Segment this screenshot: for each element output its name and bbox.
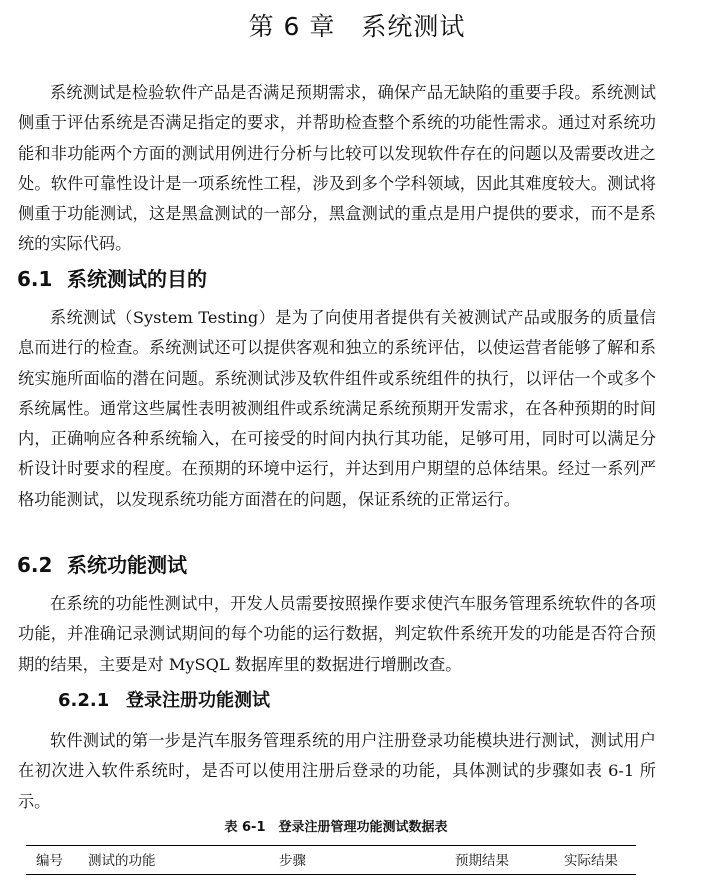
table-header-expected: 预期结果: [455, 853, 509, 869]
table-top-rule: [26, 845, 636, 846]
section-6-1-paragraph: 系统测试（System Testing）是为了向使用者提供有关被测试产品或服务的质量信息而进行的检查。系统测试还可以提供客观和独立的系统评估，以使运营者能够了解和系统实施所面临的潜在问题。系统测试涉及软件组件或系统组件的执行，以评估一个或多个系统属性。通常这些属性表明被测组件或系统满足系统预期开发需求，在各种预期的时间内，正确响应各种系统输入，在可接受的时间内执行其功能，足够可用，同时可以满足分析设计时要求的程度。在预期的环境中运行，并达到用户期望的总体结果。经过一系列严格功能测试，以发现系统功能方面潜在的问题，保证系统的正常运行。: [18, 308, 656, 509]
subsection-number: 6.2.1: [58, 690, 110, 711]
chapter-intro-paragraph: 系统测试是检验软件产品是否满足预期需求，确保产品无缺陷的重要手段。系统测试侧重于评估系统是否满足指定的要求，并帮助检查整个系统的功能性需求。通过对系统功能和非功能两个方面的测试用例进行分析与比较可以发现软件存在的问题以及需要改进之处。软件可靠性设计是一项系统性工程，涉及到多个学科领域，因此其难度较大。测试将侧重于功能测试，这是黑盒测试的一部分，黑盒测试的重点是用户提供的要求，而不是系统的实际代码。: [18, 83, 656, 254]
section-title: 系统功能测试: [67, 553, 187, 577]
subsection-title: 登录注册功能测试: [126, 690, 270, 711]
section-heading-6-1: [17, 265, 207, 293]
table-header-actual: 实际结果: [564, 853, 618, 869]
table-header-function: 测试的功能: [88, 853, 156, 869]
subsection-6-2-1-paragraph: 软件测试的第一步是汽车服务管理系统的用户注册登录功能模块进行测试，测试用户在初次进入软件系统时，是否可以使用注册后登录的功能，具体测试的步骤如表 6-1 所示。: [18, 731, 656, 811]
table-header-rule: [26, 874, 636, 875]
table-caption: 表 6-1 登录注册管理功能测试数据表: [224, 820, 448, 835]
table-header-id: 编号: [36, 853, 63, 869]
section-heading-6-2: [17, 551, 187, 579]
section-number: 6.1: [17, 267, 53, 291]
section-title: 系统测试的目的: [67, 267, 207, 291]
section-number: 6.2: [17, 553, 53, 577]
table-header-steps: 步骤: [279, 853, 306, 869]
table-header-row: [0, 850, 714, 872]
subsection-heading-6-2-1: [58, 688, 270, 714]
section-6-2-paragraph: 在系统的功能性测试中，开发人员需要按照操作要求使汽车服务管理系统软件的各项功能，并准确记录测试期间的每个功能的运行数据，判定软件系统开发的功能是否符合预期的结果，主要是对 MySQL 数据库里的数据进行增删改查。: [18, 594, 656, 674]
chapter-title: 第 6 章 系统测试: [248, 12, 466, 41]
